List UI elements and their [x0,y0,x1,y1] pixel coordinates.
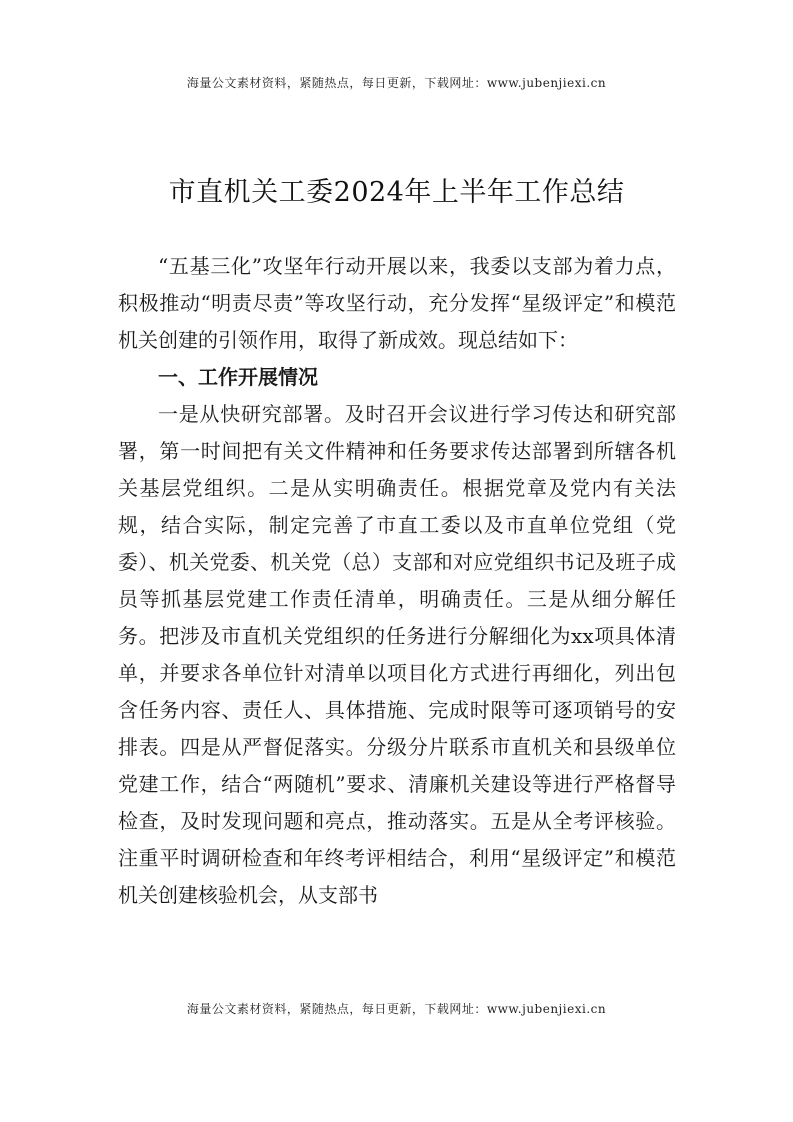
body-paragraph: 一是从快研究部署。及时召开会议进行学习传达和研究部署，第一时间把有关文件精神和任务要求传达部署到所辖各机关基层党组织。二是从实明确责任。根据党章及党内有关法规，结合实际，制定完善了市直工委以及市直单位党组（党委）、机关党委、机关党（总）支部和对应党组织书记及班子成员等抓基层党建工作责任清单，明确责任。三是从细分解任务。把涉及市直机关党组织的任务进行分解细化为xx项具体清单，并要求各单位针对清单以项目化方式进行再细化，列出包含任务内容、责任人、具体措施、完成时限等可逐项销号的安排表。四是从严督促落实。分级分片联系市直机关和县级单位党建工作，结合“两随机”要求、清廉机关建设等进行严格督导检查，及时发现问题和亮点，推动落实。五是从全考评核验。注重平时调研检查和年终考评相结合，利用“星级评定”和模范机关创建核验机会，从支部书 [118,402,676,907]
document-body [118,248,676,914]
intro-paragraph: “五基三化”攻坚年行动开展以来，我委以支部为着力点，积极推动“明责尽责”等攻坚行动，充分发挥“星级评定”和模范机关创建的引领作用，取得了新成效。现总结如下： [118,254,676,352]
section-heading: 一、工作开展情况 [158,365,318,389]
page-header: 海量公文素材资料，紧随热点，每日更新，下载网址：www.jubenjiexi.cn [186,76,607,90]
page-footer: 海量公文素材资料，紧随热点，每日更新，下载网址：www.jubenjiexi.cn [186,1002,607,1016]
document-title: 市直机关工委2024年上半年工作总结 [168,177,625,208]
